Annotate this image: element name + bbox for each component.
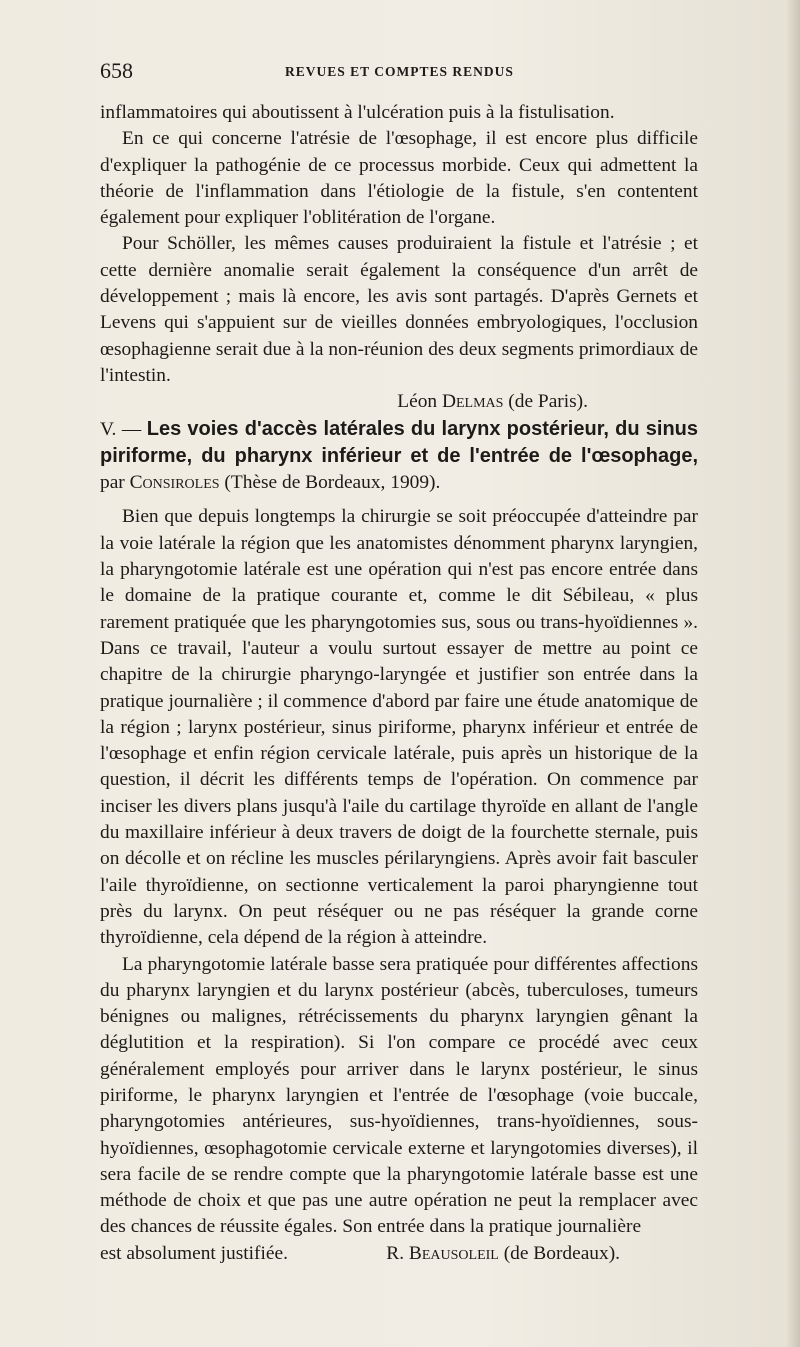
signature-city: (de Paris). <box>508 391 588 413</box>
section-source: (Thèse de Bordeaux, 1909). <box>219 472 441 494</box>
page-body <box>100 100 698 1267</box>
section-by: par <box>100 472 130 494</box>
page-header <box>100 58 700 88</box>
signature-initial: R. <box>386 1242 405 1264</box>
review-signature-line <box>100 1241 698 1267</box>
section-author: Consiroles <box>129 472 220 494</box>
paragraph: Bien que depuis longtemps la chirurgie se soit préoccupée d'atteindre par la voie latérale la région que les anatomistes dénomment pharynx laryngien, la pharyngotomie latérale est une opération qui n'est pas encore entrée dans le domaine de la pratique courante et, comme le dit Sébileau, « plus rarement pratiquée que les pharyngotomies sus, sous ou trans-hyoïdiennes ». Dans ce travail, l'auteur a voulu surtout essayer de mettre au point ce chapitre de la chirurgie pharyngo-laryngée et justifier son entrée dans la pratique journalière ; il commence d'abord par faire une étude anatomique de la région ; larynx postérieur, sinus piriforme, pharynx inférieur et entrée de l'œsophage et enfin région cervicale latérale, puis après un historique de la question, il décrit les différents temps de l'opération. On commence par inciser les divers plans jusqu'à l'aile du cartilage thyroïde en allant de l'angle du maxillaire inférieur à deux travers de doigt de la fourchette sternale, puis on décolle et on récline les muscles périlaryngiens. Après avoir fait basculer l'aile thyroïdienne, on sectionne verticalement la paroi pharyngienne tout près du larynx. On peut réséquer ou ne pas réséquer la grande corne thyroïdienne, cela dépend de la région à atteindre. <box>100 506 698 949</box>
paragraph: En ce qui concerne l'atrésie de l'œsophage, il est encore plus difficile d'expliquer la pathogénie de ce processus morbide. Ceux qui admettent la théorie de l'inflammation dans l'étiologie de la fistule, s'en contentent également pour expliquer l'oblitération de l'organe. <box>100 128 698 229</box>
running-title: REVUES ET COMPTES RENDUS <box>285 64 514 79</box>
final-line: est absolument justifiée. <box>100 1242 288 1264</box>
section-title: Les voies d'accès latérales du larynx postérieur, du sinus piriforme, du pharynx inférieur et de l'entrée de l'œsophage, <box>100 417 699 467</box>
signature-city: (de Bordeaux). <box>503 1242 620 1264</box>
page-edge-shadow <box>786 0 800 1347</box>
section-heading <box>100 416 698 497</box>
page-number: 658 <box>100 58 133 83</box>
section-number: V. — <box>100 418 147 440</box>
paragraph: Pour Schöller, les mêmes causes produiraient la fistule et l'atrésie ; et cette dernière anomalie serait également la conséquence d'un arrêt de développement ; mais là encore, les avis sont partagés. D'après Gernets et Levens qui s'appuient sur de vieilles données embryologiques, l'occlusion œsophagienne serait due à la non-réunion des deux segments primordiaux de l'intestin. <box>100 233 698 386</box>
signature-surname: Delmas <box>441 391 504 413</box>
signature-first-name: Léon <box>397 391 438 413</box>
review-signature <box>100 389 698 415</box>
paragraph: inflammatoires qui aboutissent à l'ulcération puis à la fistulisation. <box>100 102 615 123</box>
signature-surname: Beausoleil <box>408 1242 499 1264</box>
paragraph: La pharyngotomie latérale basse sera pratiquée pour différentes affections du pharynx laryngien et du larynx postérieur (abcès, tuberculoses, tumeurs bénignes ou malignes, rétrécissements du pharynx laryngien gênant la déglutition et la respiration). Si l'on compare ce procédé avec ceux généralement employés pour arriver dans le larynx postérieur, le sinus piriforme, le pharynx laryngien et l'entrée de l'œsophage (voie buccale, pharyngotomies antérieures, sus-hyoïdiennes, trans-hyoïdiennes, sous-hyoïdiennes, œsophagotomie cervicale externe et laryngotomies diverses), il sera facile de se rendre compte que la pharyngotomie latérale basse est une méthode de choix et que pas une autre opération ne peut la remplacer avec des chances de réussite égales. Son entrée dans la pratique journalière <box>100 953 698 1238</box>
review-signature <box>386 1241 620 1267</box>
